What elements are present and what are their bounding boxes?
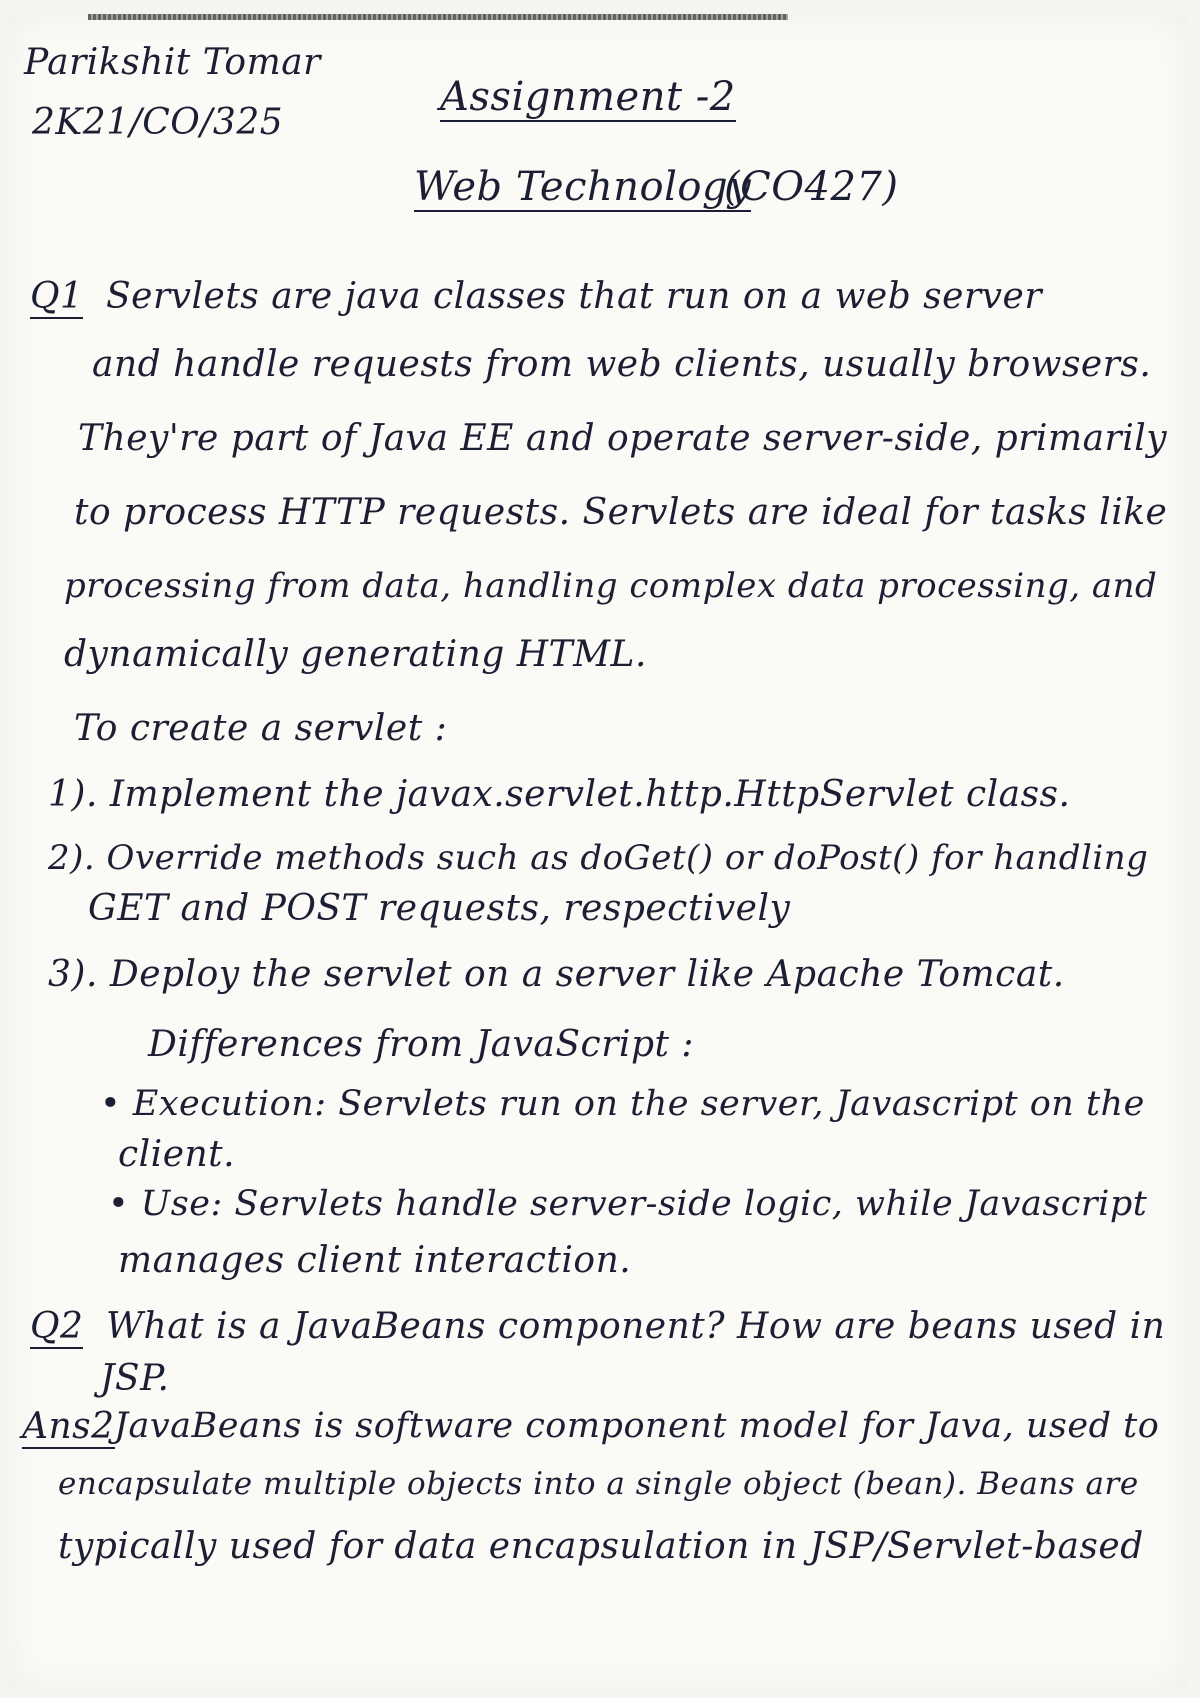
step-item: GET and POST requests, respectively bbox=[88, 888, 791, 929]
difference-item: • Use: Servlets handle server-side logic, while Javascript bbox=[108, 1184, 1148, 1224]
ans2-line: typically used for data encapsulation in JSP/Servlet-based bbox=[58, 1526, 1144, 1567]
q2-line: JSP. bbox=[100, 1358, 170, 1399]
q1-line: to process HTTP requests. Servlets are ideal for tasks like bbox=[74, 492, 1168, 533]
q1-line: dynamically generating HTML. bbox=[64, 634, 647, 675]
notebook-page bbox=[8, 14, 1188, 1690]
step-item: 3). Deploy the servlet on a server like Apache Tomcat. bbox=[48, 954, 1065, 995]
roll-number: 2K21/CO/325 bbox=[32, 102, 284, 143]
q1-line: processing from data, handling complex data processing, and bbox=[64, 566, 1158, 606]
step-item: 1). Implement the javax.servlet.http.HttpServlet class. bbox=[48, 774, 1071, 815]
q2-label: Q2 bbox=[30, 1306, 84, 1347]
course-code: (CO427) bbox=[724, 164, 899, 210]
q1-line: Servlets are java classes that run on a web server bbox=[106, 276, 1043, 317]
difference-item: client. bbox=[118, 1134, 236, 1175]
difference-item: manages client interaction. bbox=[118, 1240, 632, 1281]
ans2-label: Ans2 bbox=[22, 1406, 115, 1447]
ans2-line: encapsulate multiple objects into a single object (bean). Beans are bbox=[58, 1466, 1139, 1502]
assignment-title: Assignment -2 bbox=[440, 74, 736, 120]
student-name: Parikshit Tomar bbox=[24, 42, 321, 83]
q1-label: Q1 bbox=[30, 276, 84, 317]
ans2-line: JavaBeans is software component model for Java, used to bbox=[114, 1406, 1160, 1446]
subject-title: Web Technology bbox=[414, 164, 752, 210]
difference-item: • Execution: Servlets run on the server, Javascript on the bbox=[100, 1084, 1145, 1124]
differences-heading: Differences from JavaScript : bbox=[148, 1024, 695, 1065]
q1-line: and handle requests from web clients, usually browsers. bbox=[92, 344, 1152, 385]
q2-line: What is a JavaBeans component? How are beans used in bbox=[106, 1306, 1166, 1347]
page-top-edge bbox=[88, 14, 788, 20]
create-heading: To create a servlet : bbox=[74, 708, 448, 749]
q1-line: They're part of Java EE and operate server-side, primarily bbox=[78, 418, 1168, 459]
step-item: 2). Override methods such as doGet() or doPost() for handling bbox=[48, 838, 1149, 878]
